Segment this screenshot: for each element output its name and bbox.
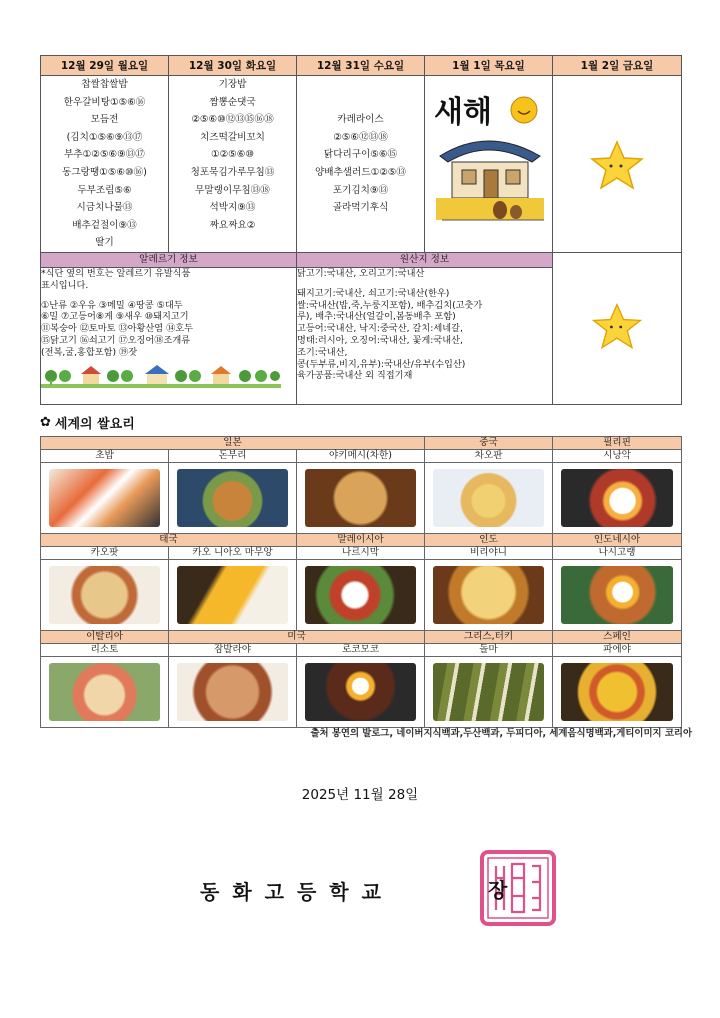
dish-name: 야키메시(차한) <box>297 450 425 463</box>
menu-item: 딸기 <box>95 237 114 249</box>
menu-wednesday <box>297 76 425 253</box>
day-header-thu: 1월 1일 목요일 <box>425 56 553 76</box>
origin-line: 닭고기:국내산, 오리고기:국내산 <box>297 268 425 279</box>
village-illustration <box>41 362 281 388</box>
dish-photo-loco-moco <box>305 663 417 721</box>
dish-photo-sinangag <box>561 469 674 527</box>
menu-friday <box>553 76 682 253</box>
dish-name: 잠발라야 <box>169 644 297 657</box>
country-label: 중국 <box>425 437 553 450</box>
dish-photo-khao-niao-mamuang <box>177 566 289 624</box>
country-label: 태국 <box>41 534 297 547</box>
origin-line: 육가공품:국내산 외 직접기재 <box>297 370 413 382</box>
country-label: 스페인 <box>553 631 682 644</box>
menu-thursday <box>425 76 553 253</box>
dish-name: 리소토 <box>41 644 169 657</box>
menu-item: 짬뽕순댓국 <box>209 96 256 108</box>
dish-name: 나르시막 <box>297 547 425 560</box>
dish-name: 차오판 <box>425 450 553 463</box>
day-header-fri: 1월 2일 금요일 <box>553 56 682 76</box>
dish-name: 초밥 <box>41 450 169 463</box>
source-credit: 출처 봉연의 발로그, 네이버지식백과,두산백과, 두피디아, 세계음식명백과,게티이미지 코리아 <box>310 728 692 739</box>
menu-item: 부추①②⑤⑥⑨⑬⑰ <box>64 149 145 161</box>
dish-photo-nasi-goreng <box>561 566 674 624</box>
allergy-line: ⑪복숭아 ⑫토마토 ⑬아황산염 ⑭호두 <box>41 323 194 335</box>
day-header-mon: 12월 29일 월요일 <box>41 56 169 76</box>
menu-item: (김치①⑤⑥⑨⑬⑰ <box>66 131 143 143</box>
menu-item: 배추겉절이⑨⑬ <box>72 219 137 231</box>
menu-item: 한우갈비탕①⑤⑥⑯ <box>63 96 146 108</box>
dish-name: 나시고랭 <box>553 547 682 560</box>
menu-item: 카레라이스 <box>337 114 384 126</box>
allergy-line: (전복,굴,홍합포함) ⑲잣 <box>41 346 138 358</box>
allergy-line: ⑥밀 ⑦고등어⑧게 ⑨새우 ⑩돼지고기 <box>41 311 189 323</box>
dish-photo-donburi <box>177 469 289 527</box>
origin-line: 명태:러시아, 오징어:국내산, 꽃게:국내산, <box>297 334 463 346</box>
menu-item: 기장밥 <box>218 79 247 90</box>
origin-line <box>297 280 552 288</box>
allergy-line: 표시입니다. <box>41 279 89 291</box>
newyear-lettering: 새해 <box>433 94 492 130</box>
menu-item: 골라먹기후식 <box>332 202 389 214</box>
origin-line: 돼지고기:국내산, 쇠고기:국내산(한우) <box>297 287 450 299</box>
dish-photo-sushi <box>49 469 161 527</box>
menu-item: 청포묵김가루무침⑬ <box>190 166 275 178</box>
menu-monday <box>41 76 169 253</box>
dish-photo-jambalaya <box>177 663 289 721</box>
country-label: 일본 <box>41 437 425 450</box>
dish-name: 돌마 <box>425 644 553 657</box>
star-decoration-icon <box>589 299 645 355</box>
origin-info <box>297 268 553 405</box>
menu-item: ②⑤⑥⑫⑬⑱ <box>333 131 388 143</box>
dish-photo-dolma <box>433 663 545 721</box>
menu-item: 찹쌀찹쌀밥 <box>81 79 128 90</box>
dish-photo-paella <box>561 663 674 721</box>
dish-name: 파에야 <box>553 644 682 657</box>
menu-item: 짜요짜요② <box>209 219 256 231</box>
country-label: 이탈리아 <box>41 631 169 644</box>
allergy-title: 알레르기 정보 <box>41 253 297 268</box>
dish-photo-khao-phat <box>49 566 161 624</box>
country-label: 인도네시아 <box>553 534 682 547</box>
allergy-line: ①난류 ②우유 ③메밀 ④땅콩 ⑤대두 <box>41 299 183 311</box>
menu-item: 닭다리구이⑤⑥⑮ <box>323 149 398 161</box>
dish-name: 로코모코 <box>297 644 425 657</box>
menu-item: 치즈떡갈비꼬치 <box>200 131 265 143</box>
dish-photo-risotto <box>49 663 161 721</box>
country-label: 인도 <box>425 534 553 547</box>
country-label: 필리핀 <box>553 437 682 450</box>
world-rice-table <box>40 436 682 728</box>
dish-photo-chaofan <box>433 469 545 527</box>
dish-name: 돈부리 <box>169 450 297 463</box>
dish-photo-yakimeshi <box>305 469 417 527</box>
dish-photo-nasi-lemak <box>305 566 417 624</box>
menu-item: 무말랭이무침⑬⑱ <box>195 184 270 196</box>
country-label: 말레이시아 <box>297 534 425 547</box>
origin-title: 원산지 정보 <box>297 253 553 268</box>
menu-item: 모듬전 <box>90 114 119 126</box>
menu-item: 동그랑땡①⑤⑥⑩⑯) <box>62 166 147 178</box>
country-label: 미국 <box>169 631 425 644</box>
dish-name: 비리야니 <box>425 547 553 560</box>
menu-item: ①②⑤⑥⑩ <box>210 149 254 161</box>
dish-photo-biryani <box>433 566 545 624</box>
menu-item: 시금치나물⑬ <box>76 202 133 214</box>
origin-line: 쌀:국내산(밥,죽,누룽지포함), 배추김치(고춧가 <box>297 299 483 311</box>
origin-line: 조기:국내산, <box>297 346 348 358</box>
menu-item: ②⑤⑥⑩⑫⑬⑮⑯⑱ <box>191 114 274 126</box>
menu-tuesday <box>169 76 297 253</box>
menu-item: 포기김치⑨⑬ <box>332 184 389 196</box>
origin-line: 루), 배추:국내산(얼갈이,봄동배추 포함) <box>297 311 456 323</box>
friday-blank <box>553 253 682 405</box>
origin-line: 고등어:국내산, 낙지:중국산, 갈치:세네갈, <box>297 323 463 335</box>
flower-bullet-icon: ✿ <box>40 415 51 430</box>
day-header-tue: 12월 30일 화요일 <box>169 56 297 76</box>
allergy-line <box>41 292 296 300</box>
menu-item: 양배추샐러드①②⑤⑬ <box>314 167 406 178</box>
seal-character: 장 <box>488 878 508 902</box>
dish-name: 시낭악 <box>553 450 682 463</box>
allergy-line: *식단 옆의 번호는 알레르기 유발식품 <box>41 268 191 279</box>
menu-item: 석박지⑨⑬ <box>209 202 256 214</box>
rice-title-text: 세계의 쌀요리 <box>54 417 135 432</box>
rice-section-title <box>40 413 135 432</box>
allergy-info <box>41 268 297 405</box>
new-year-illustration <box>428 86 550 236</box>
origin-line: 콩(두부류,비지,유부):국내산/유부(수입산) <box>297 358 466 370</box>
day-header-wed: 12월 31일 수요일 <box>297 56 425 76</box>
school-name: 동화고등학교 <box>200 880 394 904</box>
dish-name: 카오 니아오 마무앙 <box>169 547 297 560</box>
menu-table <box>40 55 682 405</box>
allergy-line: ⑮닭고기 ⑯쇠고기 ⑰오징어⑱조개류 <box>41 334 191 346</box>
country-label: 그리스,터키 <box>425 631 553 644</box>
issue-date: 2025년 11월 28일 <box>301 787 419 803</box>
star-decoration-icon <box>587 136 647 196</box>
menu-item: 두부조림⑤⑥ <box>77 184 132 196</box>
dish-name: 카오팟 <box>41 547 169 560</box>
